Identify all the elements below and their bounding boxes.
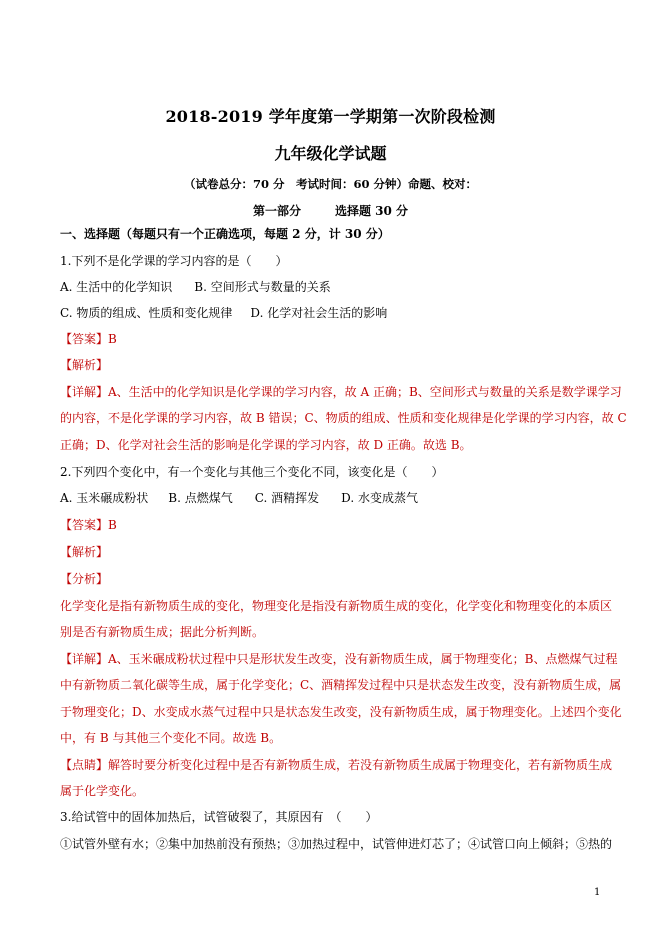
q1-options-cd xyxy=(60,305,605,321)
q1-analysis-label: 【解析】 xyxy=(60,358,109,372)
q2-option-c: C. 酒精挥发 xyxy=(254,491,320,505)
q2-dianjing-line-1: 【点睛】解答时要分析变化过程中是否有新物质生成，若没有新物质生成属于物理变化，若有新物质生成 xyxy=(60,758,613,772)
q2-answer: 【答案】B xyxy=(60,518,117,532)
part-label: 第一部分 xyxy=(252,204,301,218)
part-score: 选择题 30 分 xyxy=(334,204,409,218)
q2-options xyxy=(60,490,605,506)
q2-option-d: D. 水变成蒸气 xyxy=(341,491,418,505)
section-heading: 一、选择题（每题只有一个正确选项，每题 2 分，计 30 分） xyxy=(60,227,390,241)
exam-info: （试卷总分：70 分 考试时间：60 分钟）命题、校对： xyxy=(183,177,477,191)
q2-analysis-label: 【解析】 xyxy=(60,545,109,559)
q2-detail-line-2: 中有新物质二氧化碳等生成，属于化学变化；C、酒精挥发过程中只是状态发生改变，没有新物质生成，属 xyxy=(60,678,622,692)
exam-subtitle: 九年级化学试题 xyxy=(274,144,387,163)
q1-detail-line-2: 的内容，不是化学课的学习内容，故 B 错误；C、物质的组成、性质和变化规律是化学课的学习内容，故 C xyxy=(60,411,627,425)
page-number: 1 xyxy=(594,887,601,898)
q1-option-a: A. 生活中的化学知识 xyxy=(60,280,173,294)
q1-answer: 【答案】B xyxy=(60,332,117,346)
q2-detail-line-4: 中，有 B 与其他三个变化不同。故选 B。 xyxy=(60,731,282,745)
q2-stem: 2.下列四个变化中，有一个变化与其他三个变化不同，该变化是（ ） xyxy=(60,465,444,479)
q3-stem: 3.给试管中的固体加热后，试管破裂了，其原因有 （ ） xyxy=(60,810,378,824)
q2-detail-line-3: 于物理变化；D、水变成水蒸气过程中只是状态发生改变，没有新物质生成，属于物理变化。上述四个变化 xyxy=(60,705,622,719)
q3-line-2: ①试管外壁有水；②集中加热前没有预热；③加热过程中，试管伸进灯芯了；④试管口向上倾斜；⑤热的 xyxy=(60,837,613,851)
q1-stem: 1.下列不是化学课的学习内容的是（ ） xyxy=(60,254,288,268)
q1-detail-line-3: 正确；D、化学对社会生活的影响是化学课的学习内容，故 D 正确。故选 B。 xyxy=(60,438,472,452)
q1-options-ab xyxy=(60,279,605,295)
q2-detail-line-1: 【详解】A、玉米碾成粉状过程中只是形状发生改变，没有新物质生成，属于物理变化；B、点燃煤气过程 xyxy=(60,652,618,666)
q2-fenxi-label: 【分析】 xyxy=(60,572,109,586)
q1-option-c: C. 物质的组成、性质和变化规律 xyxy=(60,306,233,320)
part-heading xyxy=(0,202,661,219)
q2-fenxi-line-1: 化学变化是指有新物质生成的变化，物理变化是指没有新物质生成的变化，化学变化和物理变化的本质区 xyxy=(60,599,613,613)
q1-detail-line-1: 【详解】A、生活中的化学知识是化学课的学习内容，故 A 正确；B、空间形式与数量的关系是数学课学习 xyxy=(60,385,622,399)
q2-fenxi-line-2: 别是否有新物质生成；据此分析判断。 xyxy=(60,625,265,639)
q2-dianjing-line-2: 属于化学变化。 xyxy=(60,784,145,798)
q1-option-b: B. 空间形式与数量的关系 xyxy=(194,280,331,294)
q1-option-d: D. 化学对社会生活的影响 xyxy=(250,306,388,320)
q2-option-b: B. 点燃煤气 xyxy=(168,491,233,505)
q2-option-a: A. 玉米碾成粉状 xyxy=(60,491,149,505)
exam-title: 2018-2019 学年度第一学期第一次阶段检测 xyxy=(165,107,496,126)
